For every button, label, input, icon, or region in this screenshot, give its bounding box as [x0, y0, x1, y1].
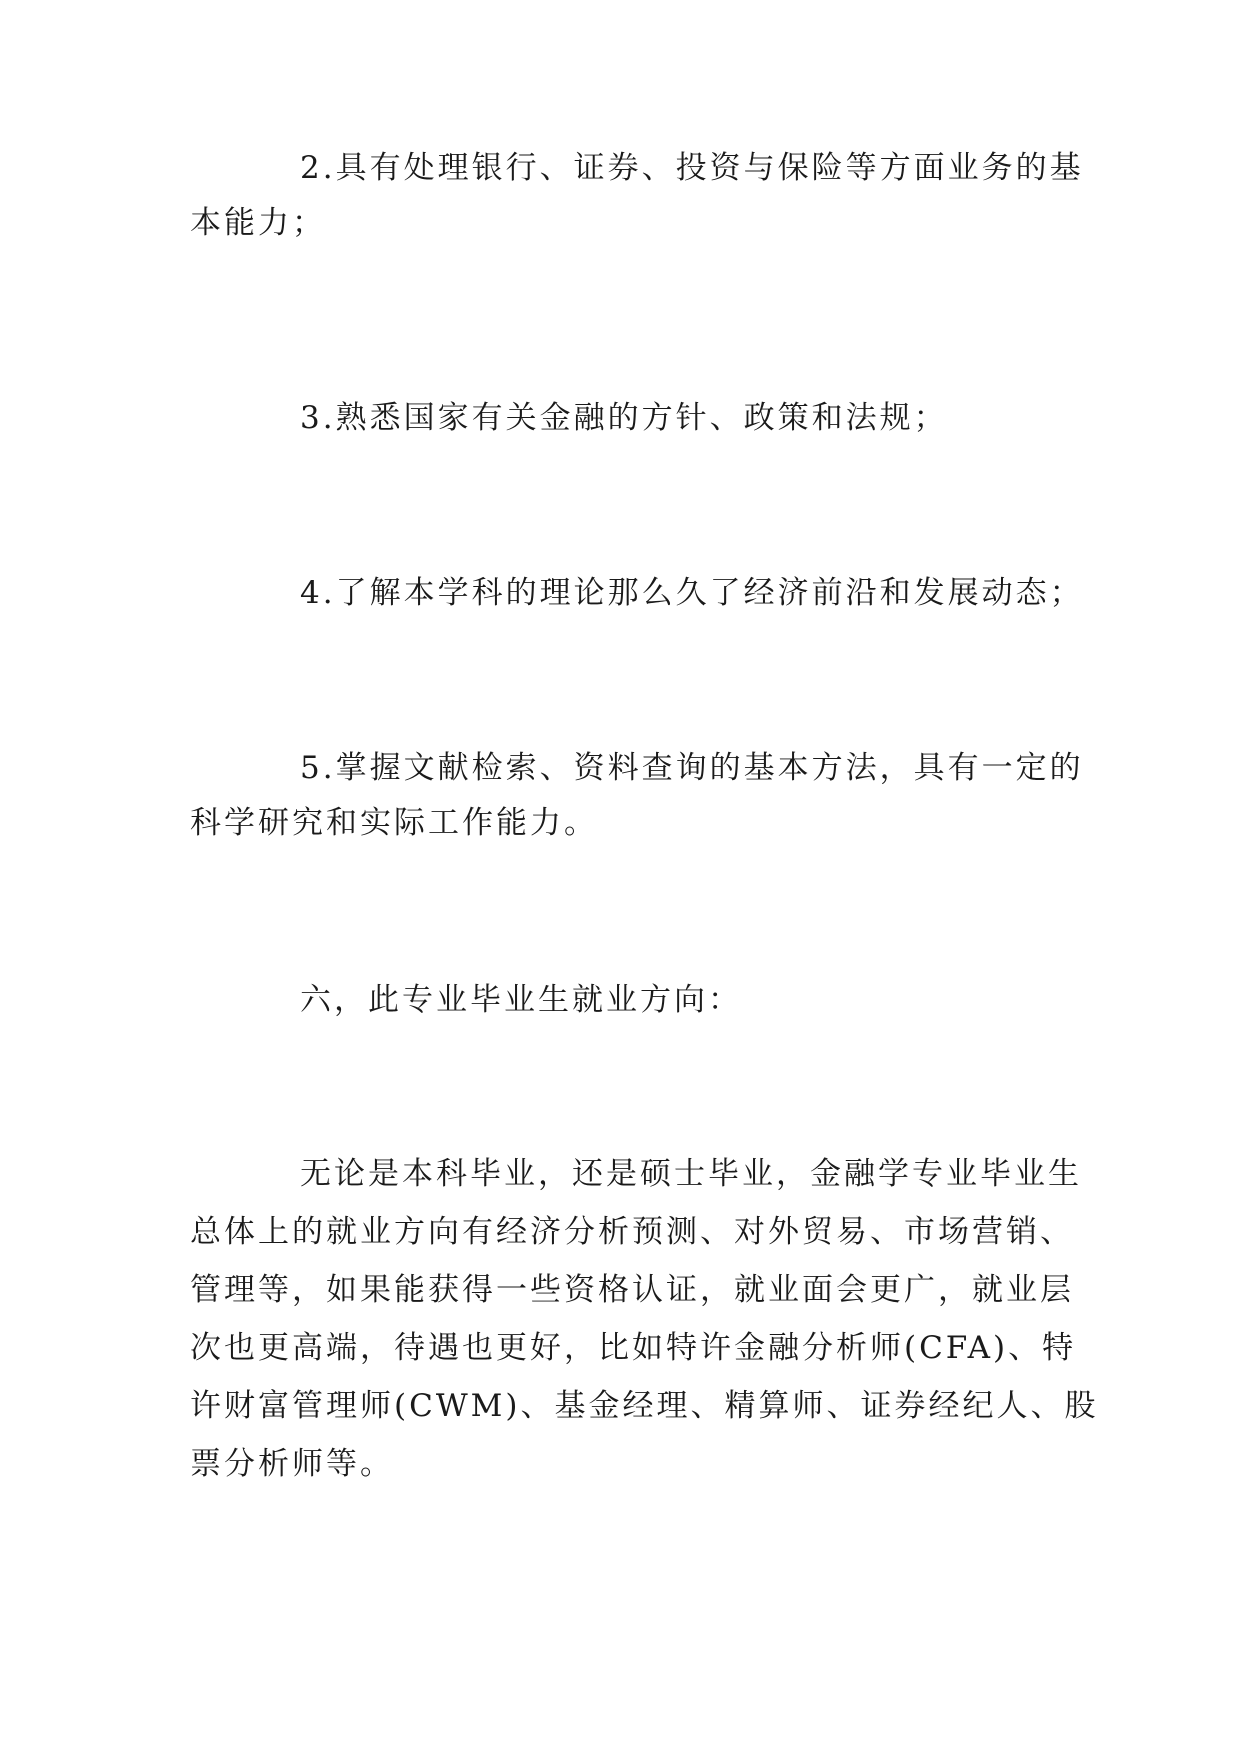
item-5-line-2: 科学研究和实际工作能力。	[190, 805, 598, 841]
item-2-line-2: 本能力；	[190, 205, 326, 241]
employment-line-3: 管理等，如果能获得一些资格认证，就业面会更广，就业层	[190, 1272, 1074, 1308]
employment-line-2: 总体上的就业方向有经济分析预测、对外贸易、市场营销、	[190, 1214, 1074, 1250]
section-heading-employment: 六，此专业毕业生就业方向：	[300, 982, 742, 1018]
employment-line-5: 许财富管理师(CWM)、基金经理、精算师、证券经纪人、股	[190, 1388, 1099, 1424]
item-2-line-1: 2.具有处理银行、证券、投资与保险等方面业务的基	[300, 150, 1084, 186]
employment-line-6: 票分析师等。	[190, 1446, 394, 1482]
item-5-line-1: 5.掌握文献检索、资料查询的基本方法，具有一定的	[300, 750, 1084, 786]
item-4-line-1: 4.了解本学科的理论那么久了经济前沿和发展动态；	[300, 575, 1084, 611]
item-3-line-1: 3.熟悉国家有关金融的方针、政策和法规；	[300, 400, 948, 436]
employment-line-4: 次也更高端，待遇也更好，比如特许金融分析师(CFA)、特	[190, 1330, 1077, 1366]
employment-line-1: 无论是本科毕业，还是硕士毕业，金融学专业毕业生	[300, 1156, 1082, 1192]
